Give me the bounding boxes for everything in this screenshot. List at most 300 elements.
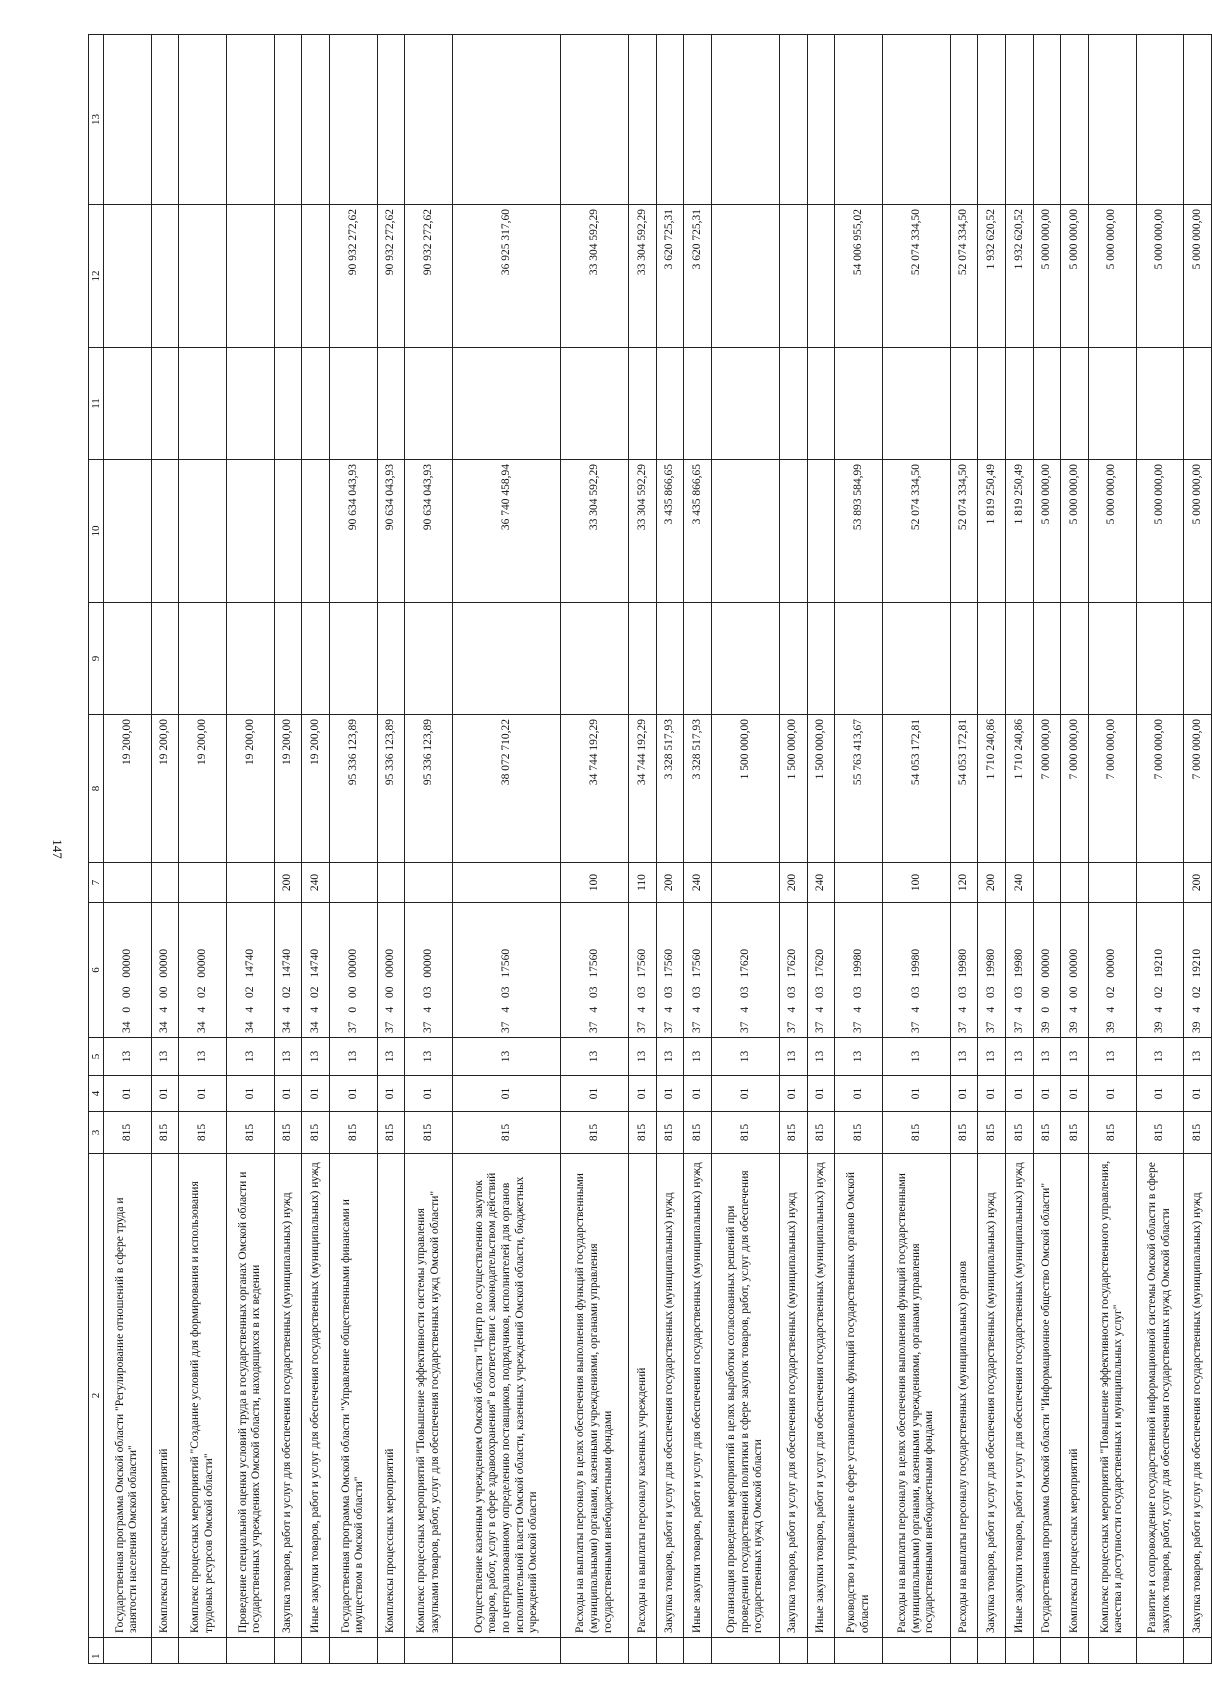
row-blank-cell [302,1638,330,1664]
expense-type-code-cell: 200 [978,863,1006,903]
row-name-cell: Комплекс процессных мероприятий "Повышение эффективности государственного управления, качества и доступности государственных и муниципальных услуг" [1088,1154,1136,1638]
admin-code-cell: 815 [151,1112,179,1154]
amount-col10-cell: 3 435 866,65 [656,460,684,603]
expense-type-code-cell [1088,863,1136,903]
subsection-code-cell: 13 [978,1038,1006,1076]
table-row [405,35,453,1664]
subsection-code-cell: 13 [656,1038,684,1076]
row-blank-cell [629,1638,657,1664]
amount-col10-cell: 5 000 000,00 [1061,460,1089,603]
amount-col8-cell: 19 200,00 [227,715,275,863]
amount-col13-cell [274,35,302,205]
amount-col12-cell [179,205,227,348]
amount-col8-cell: 19 200,00 [179,715,227,863]
table-row [882,35,950,1664]
amount-col13-cell [656,35,684,205]
target-article-code-cell: 39 4 02 00000 [1088,903,1136,1038]
subsection-code-cell: 13 [950,1038,978,1076]
row-name-cell: Иные закупки товаров, работ и услуг для обеспечения государственных (муниципальных) нужд [1005,1154,1033,1638]
table-row [453,35,561,1664]
amount-col9-cell [684,603,712,715]
amount-col8-cell: 34 744 192,29 [629,715,657,863]
amount-col12-cell: 90 932 272,62 [405,205,453,348]
amount-col8-cell: 55 763 413,67 [835,715,883,863]
amount-col10-cell [302,460,330,603]
amount-col12-cell: 90 932 272,62 [330,205,378,348]
target-article-code-cell: 39 4 02 19210 [1136,903,1184,1038]
amount-col12-cell: 33 304 592,29 [629,205,657,348]
amount-col9-cell [882,603,950,715]
column-number: 5 [89,1038,104,1076]
table-row [1088,35,1136,1664]
target-article-code-cell: 34 4 00 00000 [151,903,179,1038]
admin-code-cell: 815 [807,1112,835,1154]
subsection-code-cell: 13 [1033,1038,1061,1076]
admin-code-cell: 815 [779,1112,807,1154]
amount-col13-cell [684,35,712,205]
row-blank-cell [712,1638,780,1664]
row-blank-cell [274,1638,302,1664]
amount-col9-cell [629,603,657,715]
target-article-code-cell: 37 4 03 17560 [629,903,657,1038]
row-name-cell: Иные закупки товаров, работ и услуг для обеспечения государственных (муниципальных) нужд [302,1154,330,1638]
expense-type-code-cell: 100 [561,863,629,903]
amount-col10-cell: 52 074 334,50 [950,460,978,603]
amount-col13-cell [835,35,883,205]
row-blank-cell [330,1638,378,1664]
expense-type-code-cell: 200 [656,863,684,903]
row-blank-cell [151,1638,179,1664]
subsection-code-cell: 13 [302,1038,330,1076]
row-name-cell: Осуществление казенным учреждением Омской области "Центр по осуществлению закупок товаров, работ, услуг в сфере здравоохранения" в соответствии с законодательством действий по централизованному определению поставщиков, подрядчиков, исполнителей для органов исполнительной власти Омской области, казенных учреждений Омской области, бюджетных учреждений Омской области [453,1154,561,1638]
row-name-cell: Расходы на выплаты персоналу в целях обеспечения выполнения функций государственными (муниципальными) органами, казенными учреждениями, органами управления государственными внебюджетными фондами [882,1154,950,1638]
section-code-cell: 01 [1184,1076,1212,1112]
amount-col13-cell [405,35,453,205]
admin-code-cell: 815 [656,1112,684,1154]
table-row [656,35,684,1664]
section-code-cell: 01 [227,1076,275,1112]
admin-code-cell: 815 [712,1112,780,1154]
subsection-code-cell: 13 [1005,1038,1033,1076]
section-code-cell: 01 [950,1076,978,1112]
table-row [807,35,835,1664]
subsection-code-cell: 13 [629,1038,657,1076]
amount-col11-cell [1136,348,1184,460]
amount-col8-cell: 95 336 123,89 [330,715,378,863]
amount-col12-cell: 5 000 000,00 [1061,205,1089,348]
target-article-code-cell: 37 4 03 19980 [882,903,950,1038]
column-number: 13 [89,35,104,205]
expense-type-code-cell: 240 [807,863,835,903]
amount-col9-cell [302,603,330,715]
amount-col12-cell [712,205,780,348]
subsection-code-cell: 13 [377,1038,405,1076]
admin-code-cell: 815 [684,1112,712,1154]
amount-col8-cell: 1 500 000,00 [779,715,807,863]
target-article-code-cell: 37 4 00 00000 [377,903,405,1038]
expense-type-code-cell [1136,863,1184,903]
column-number: 6 [89,903,104,1038]
subsection-code-cell: 13 [807,1038,835,1076]
column-number: 3 [89,1112,104,1154]
amount-col10-cell [179,460,227,603]
amount-col11-cell [807,348,835,460]
expense-type-code-cell [835,863,883,903]
amount-col9-cell [807,603,835,715]
section-code-cell: 01 [330,1076,378,1112]
amount-col13-cell [377,35,405,205]
amount-col11-cell [950,348,978,460]
admin-code-cell: 815 [1136,1112,1184,1154]
subsection-code-cell: 13 [405,1038,453,1076]
amount-col8-cell: 54 053 172,81 [882,715,950,863]
amount-col9-cell [1061,603,1089,715]
amount-col8-cell: 3 328 517,93 [656,715,684,863]
admin-code-cell: 815 [629,1112,657,1154]
amount-col13-cell [950,35,978,205]
row-name-cell: Государственная программа Омской области "Регулирование отношений в сфере труда и занятости населения Омской области" [104,1154,152,1638]
admin-code-cell: 815 [950,1112,978,1154]
amount-col13-cell [302,35,330,205]
amount-col11-cell [104,348,152,460]
amount-col8-cell: 7 000 000,00 [1033,715,1061,863]
section-code-cell: 01 [629,1076,657,1112]
expense-type-code-cell: 200 [779,863,807,903]
subsection-code-cell: 13 [330,1038,378,1076]
expense-type-code-cell [1033,863,1061,903]
amount-col12-cell: 90 932 272,62 [377,205,405,348]
amount-col13-cell [807,35,835,205]
table-row [1061,35,1089,1664]
section-code-cell: 01 [779,1076,807,1112]
amount-col12-cell [807,205,835,348]
expense-type-code-cell [405,863,453,903]
subsection-code-cell: 13 [835,1038,883,1076]
amount-col11-cell [684,348,712,460]
row-blank-cell [835,1638,883,1664]
expense-type-code-cell [712,863,780,903]
admin-code-cell: 815 [405,1112,453,1154]
row-blank-cell [978,1638,1006,1664]
subsection-code-cell: 13 [151,1038,179,1076]
amount-col9-cell [1184,603,1212,715]
admin-code-cell: 815 [330,1112,378,1154]
amount-col12-cell: 3 620 725,31 [656,205,684,348]
amount-col9-cell [104,603,152,715]
column-number: 8 [89,715,104,863]
amount-col13-cell [104,35,152,205]
row-name-cell: Государственная программа Омской области "Управление общественными финансами и имуществом в Омской области" [330,1154,378,1638]
column-number-row [89,35,104,1664]
amount-col12-cell: 52 074 334,50 [882,205,950,348]
subsection-code-cell: 13 [684,1038,712,1076]
row-name-cell: Расходы на выплаты персоналу государственных (муниципальных) органов [950,1154,978,1638]
amount-col9-cell [453,603,561,715]
row-name-cell: Комплекс процессных мероприятий "Повышение эффективности системы управления закупками товаров, работ, услуг для обеспечения государственных нужд Омской области" [405,1154,453,1638]
amount-col11-cell [274,348,302,460]
section-code-cell: 01 [453,1076,561,1112]
table-row [377,35,405,1664]
target-article-code-cell: 37 4 03 19980 [1005,903,1033,1038]
subsection-code-cell: 13 [1061,1038,1089,1076]
target-article-code-cell: 39 4 02 19210 [1184,903,1212,1038]
section-code-cell: 01 [302,1076,330,1112]
amount-col10-cell: 90 634 043,93 [330,460,378,603]
expense-type-code-cell [377,863,405,903]
expense-type-code-cell: 100 [882,863,950,903]
section-code-cell: 01 [1033,1076,1061,1112]
admin-code-cell: 815 [1033,1112,1061,1154]
table-row [1033,35,1061,1664]
amount-col10-cell: 52 074 334,50 [882,460,950,603]
target-article-code-cell: 39 4 00 00000 [1061,903,1089,1038]
amount-col9-cell [330,603,378,715]
row-blank-cell [656,1638,684,1664]
section-code-cell: 01 [807,1076,835,1112]
amount-col10-cell: 36 740 458,94 [453,460,561,603]
table-row [978,35,1006,1664]
row-blank-cell [1033,1638,1061,1664]
section-code-cell: 01 [684,1076,712,1112]
amount-col10-cell [779,460,807,603]
subsection-code-cell: 13 [779,1038,807,1076]
target-article-code-cell: 34 4 02 00000 [179,903,227,1038]
amount-col8-cell: 7 000 000,00 [1061,715,1089,863]
amount-col12-cell: 5 000 000,00 [1033,205,1061,348]
admin-code-cell: 815 [453,1112,561,1154]
row-blank-cell [684,1638,712,1664]
budget-table [88,34,1212,1664]
subsection-code-cell: 13 [179,1038,227,1076]
table-row [835,35,883,1664]
amount-col9-cell [835,603,883,715]
amount-col13-cell [882,35,950,205]
amount-col10-cell: 5 000 000,00 [1088,460,1136,603]
amount-col10-cell: 33 304 592,29 [629,460,657,603]
row-blank-cell [882,1638,950,1664]
row-blank-cell [453,1638,561,1664]
section-code-cell: 01 [712,1076,780,1112]
section-code-cell: 01 [835,1076,883,1112]
amount-col11-cell [561,348,629,460]
section-code-cell: 01 [978,1076,1006,1112]
section-code-cell: 01 [405,1076,453,1112]
section-code-cell: 01 [151,1076,179,1112]
subsection-code-cell: 13 [453,1038,561,1076]
amount-col8-cell: 54 053 172,81 [950,715,978,863]
admin-code-cell: 815 [179,1112,227,1154]
amount-col12-cell: 54 006 955,02 [835,205,883,348]
row-name-cell: Руководство и управление в сфере установленных функций государственных органов Омской области [835,1154,883,1638]
target-article-code-cell: 37 4 03 00000 [405,903,453,1038]
amount-col9-cell [978,603,1006,715]
amount-col13-cell [1184,35,1212,205]
section-code-cell: 01 [104,1076,152,1112]
admin-code-cell: 815 [1061,1112,1089,1154]
row-name-cell: Организация проведения мероприятий в целях выработки согласованных решений при проведении государственной политики в сфере закупок товаров, работ, услуг для обеспечения государственных нужд Омской области [712,1154,780,1638]
column-number: 9 [89,603,104,715]
amount-col13-cell [561,35,629,205]
budget-table-sheet [88,35,1212,1664]
amount-col11-cell [779,348,807,460]
table-row [302,35,330,1664]
amount-col12-cell [104,205,152,348]
amount-col13-cell [453,35,561,205]
column-number: 12 [89,205,104,348]
row-name-cell: Развитие и сопровождение государственной информационной системы Омской области в сфере закупок товаров, работ, услуг для обеспечения государственных нужд Омской области [1136,1154,1184,1638]
amount-col11-cell [978,348,1006,460]
column-number: 10 [89,460,104,603]
row-name-cell: Закупка товаров, работ и услуг для обеспечения государственных (муниципальных) нужд [779,1154,807,1638]
subsection-code-cell: 13 [104,1038,152,1076]
table-row [274,35,302,1664]
column-number: 2 [89,1154,104,1638]
amount-col9-cell [1136,603,1184,715]
amount-col12-cell: 33 304 592,29 [561,205,629,348]
row-blank-cell [779,1638,807,1664]
expense-type-code-cell [151,863,179,903]
amount-col13-cell [1033,35,1061,205]
amount-col8-cell: 7 000 000,00 [1136,715,1184,863]
amount-col12-cell: 1 932 620,52 [978,205,1006,348]
target-article-code-cell: 37 4 03 19980 [950,903,978,1038]
amount-col8-cell: 3 328 517,93 [684,715,712,863]
row-name-cell: Проведение специальной оценки условий труда в государственных органах Омской области и государственных учреждениях Омской области, находящихся в их ведении [227,1154,275,1638]
table-row [561,35,629,1664]
row-blank-cell [405,1638,453,1664]
amount-col12-cell: 52 074 334,50 [950,205,978,348]
table-row [151,35,179,1664]
amount-col9-cell [950,603,978,715]
subsection-code-cell: 13 [1184,1038,1212,1076]
column-number: 1 [89,1638,104,1664]
section-code-cell: 01 [561,1076,629,1112]
expense-type-code-cell: 200 [274,863,302,903]
amount-col10-cell [227,460,275,603]
row-blank-cell [377,1638,405,1664]
subsection-code-cell: 13 [274,1038,302,1076]
target-article-code-cell: 37 4 03 17620 [807,903,835,1038]
target-article-code-cell: 37 0 00 00000 [330,903,378,1038]
admin-code-cell: 815 [561,1112,629,1154]
row-blank-cell [227,1638,275,1664]
amount-col13-cell [978,35,1006,205]
amount-col10-cell [151,460,179,603]
amount-col10-cell: 3 435 866,65 [684,460,712,603]
admin-code-cell: 815 [227,1112,275,1154]
amount-col11-cell [227,348,275,460]
amount-col12-cell [779,205,807,348]
amount-col11-cell [405,348,453,460]
amount-col9-cell [405,603,453,715]
expense-type-code-cell: 240 [684,863,712,903]
amount-col11-cell [330,348,378,460]
section-code-cell: 01 [377,1076,405,1112]
column-number: 11 [89,348,104,460]
section-code-cell: 01 [1136,1076,1184,1112]
amount-col9-cell [656,603,684,715]
amount-col8-cell: 1 710 240,86 [1005,715,1033,863]
row-blank-cell [807,1638,835,1664]
row-blank-cell [179,1638,227,1664]
row-blank-cell [104,1638,152,1664]
amount-col10-cell: 90 634 043,93 [405,460,453,603]
admin-code-cell: 815 [1184,1112,1212,1154]
table-row [1005,35,1033,1664]
amount-col9-cell [561,603,629,715]
amount-col9-cell [1088,603,1136,715]
expense-type-code-cell: 240 [1005,863,1033,903]
amount-col13-cell [151,35,179,205]
amount-col8-cell: 19 200,00 [274,715,302,863]
amount-col8-cell: 95 336 123,89 [405,715,453,863]
amount-col12-cell: 5 000 000,00 [1088,205,1136,348]
row-name-cell: Закупка товаров, работ и услуг для обеспечения государственных (муниципальных) нужд [1184,1154,1212,1638]
amount-col9-cell [274,603,302,715]
row-blank-cell [1136,1638,1184,1664]
amount-col11-cell [1061,348,1089,460]
row-blank-cell [561,1638,629,1664]
target-article-code-cell: 37 4 03 17620 [712,903,780,1038]
amount-col11-cell [882,348,950,460]
amount-col10-cell: 53 893 584,99 [835,460,883,603]
target-article-code-cell: 37 4 03 17620 [779,903,807,1038]
target-article-code-cell: 34 4 02 14740 [274,903,302,1038]
amount-col11-cell [453,348,561,460]
target-article-code-cell: 37 4 03 19980 [835,903,883,1038]
target-article-code-cell: 37 4 03 17560 [453,903,561,1038]
amount-col12-cell [151,205,179,348]
amount-col13-cell [629,35,657,205]
amount-col11-cell [377,348,405,460]
amount-col8-cell: 1 500 000,00 [807,715,835,863]
column-number: 4 [89,1076,104,1112]
row-name-cell: Комплексы процессных мероприятий [1061,1154,1089,1638]
amount-col11-cell [1088,348,1136,460]
expense-type-code-cell: 200 [1184,863,1212,903]
target-article-code-cell: 34 4 02 14740 [302,903,330,1038]
table-row [1184,35,1212,1664]
amount-col12-cell [302,205,330,348]
table-row [779,35,807,1664]
table-body [89,35,1212,1664]
amount-col10-cell [807,460,835,603]
admin-code-cell: 815 [978,1112,1006,1154]
amount-col8-cell: 34 744 192,29 [561,715,629,863]
amount-col11-cell [179,348,227,460]
admin-code-cell: 815 [274,1112,302,1154]
amount-col13-cell [1061,35,1089,205]
section-code-cell: 01 [1088,1076,1136,1112]
amount-col11-cell [629,348,657,460]
amount-col10-cell: 90 634 043,93 [377,460,405,603]
amount-col8-cell: 7 000 000,00 [1088,715,1136,863]
subsection-code-cell: 13 [1088,1038,1136,1076]
amount-col10-cell: 33 304 592,29 [561,460,629,603]
expense-type-code-cell: 110 [629,863,657,903]
row-blank-cell [1088,1638,1136,1664]
amount-col9-cell [151,603,179,715]
subsection-code-cell: 13 [712,1038,780,1076]
table-row [179,35,227,1664]
target-article-code-cell: 37 4 03 19980 [978,903,1006,1038]
amount-col12-cell [227,205,275,348]
expense-type-code-cell [179,863,227,903]
admin-code-cell: 815 [1005,1112,1033,1154]
row-name-cell: Закупка товаров, работ и услуг для обеспечения государственных (муниципальных) нужд [274,1154,302,1638]
column-number: 7 [89,863,104,903]
row-name-cell: Иные закупки товаров, работ и услуг для обеспечения государственных (муниципальных) нужд [807,1154,835,1638]
